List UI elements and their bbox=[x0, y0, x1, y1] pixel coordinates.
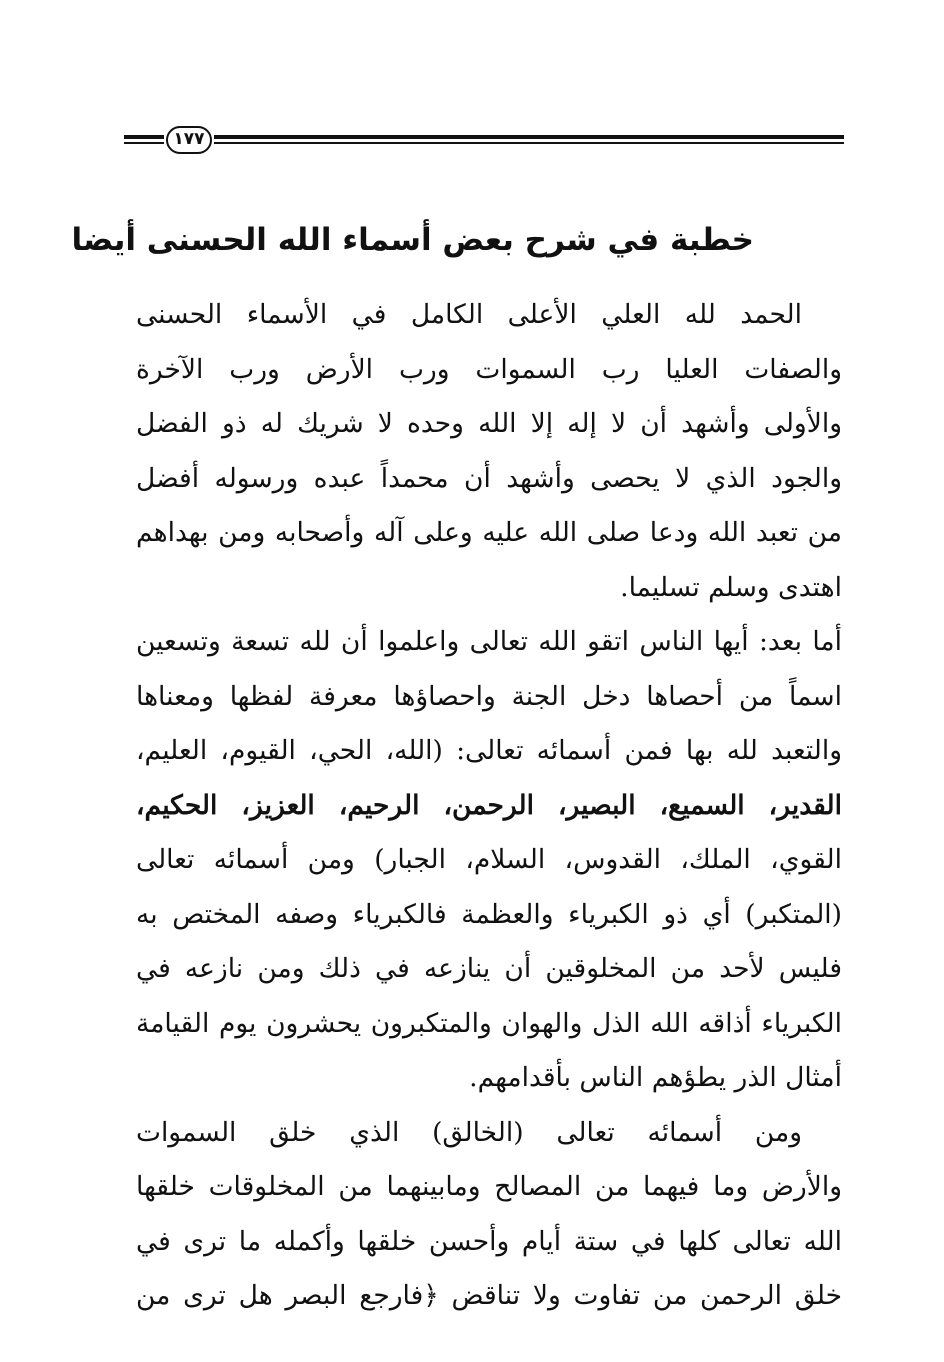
paragraph-line: الكبرياء أذاقه الله الذل والهوان والمتكبرون يحشرون يوم القيامة bbox=[136, 1007, 842, 1039]
paragraph-line: والجود الذي لا يحصى وأشهد أن محمداً عبده ورسوله أفضل bbox=[136, 462, 842, 494]
body-text bbox=[136, 288, 842, 1324]
paragraph-line: الحمد لله العلي الأعلى الكامل في الأسماء الحسنى bbox=[136, 299, 802, 330]
header-rule-left-thin bbox=[124, 142, 164, 144]
paragraph-line: خلق الرحمن من تفاوت ولا تناقض ﴿فارجع البصر هل ترى من bbox=[136, 1280, 842, 1311]
paragraph-line: القوي، الملك، القدوس، السلام، الجبار) ومن أسمائه تعالى bbox=[136, 844, 842, 875]
page-number: ١٧٧ bbox=[166, 126, 212, 154]
paragraph-line: والأرض وما فيهما من المصالح ومابينهما من المخلوقات خلقها bbox=[136, 1171, 842, 1202]
paragraph-line: القدير، السميع، البصير، الرحمن، الرحيم، العزيز، الحكيم، bbox=[136, 789, 842, 821]
paragraph-line: أما بعد: أيها الناس اتقو الله تعالى واعلموا أن لله تسعة وتسعين bbox=[136, 626, 842, 657]
paragraph-line: ومن أسمائه تعالى (الخالق) الذي خلق السموات bbox=[136, 1116, 802, 1148]
header-rule-left bbox=[124, 135, 164, 139]
header-rule-right bbox=[214, 135, 844, 139]
paragraph-line: والأولى وأشهد أن لا إله إلا الله وحده لا شريك له ذو الفضل bbox=[136, 408, 842, 439]
paragraph-line: اسماً من أحصاها دخل الجنة واحصاؤها معرفة لفظها ومعناها bbox=[136, 680, 842, 712]
paragraph-line: من تعبد الله ودعا صلى الله عليه وعلى آله وأصحابه ومن بهداهم bbox=[136, 517, 842, 548]
paragraph-line: فليس لأحد من المخلوقين أن ينازعه في ذلك ومن نازعه في bbox=[136, 953, 842, 984]
page-header bbox=[124, 126, 844, 158]
sermon-title: خطبة في شرح بعض أسماء الله الحسنى أيضا bbox=[71, 222, 754, 258]
header-rule-right-thin bbox=[214, 142, 844, 144]
paragraph-line: والتعبد لله بها فمن أسمائه تعالى: (الله، الحي، القيوم، العليم، bbox=[136, 735, 842, 766]
paragraph-line: أمثال الذر يطؤهم الناس بأقدامهم. bbox=[469, 1062, 842, 1093]
paragraph-line: اهتدى وسلم تسليما. bbox=[620, 571, 842, 603]
paragraph-line: الله تعالى كلها في ستة أيام وأحسن خلقها وأكمله ما ترى في bbox=[136, 1225, 842, 1257]
paragraph-line: (المتكبر) أي ذو الكبرياء والعظمة فالكبرياء وصفه المختص به bbox=[136, 898, 842, 930]
paragraph-line: والصفات العليا رب السموات ورب الأرض ورب الآخرة bbox=[136, 353, 842, 385]
